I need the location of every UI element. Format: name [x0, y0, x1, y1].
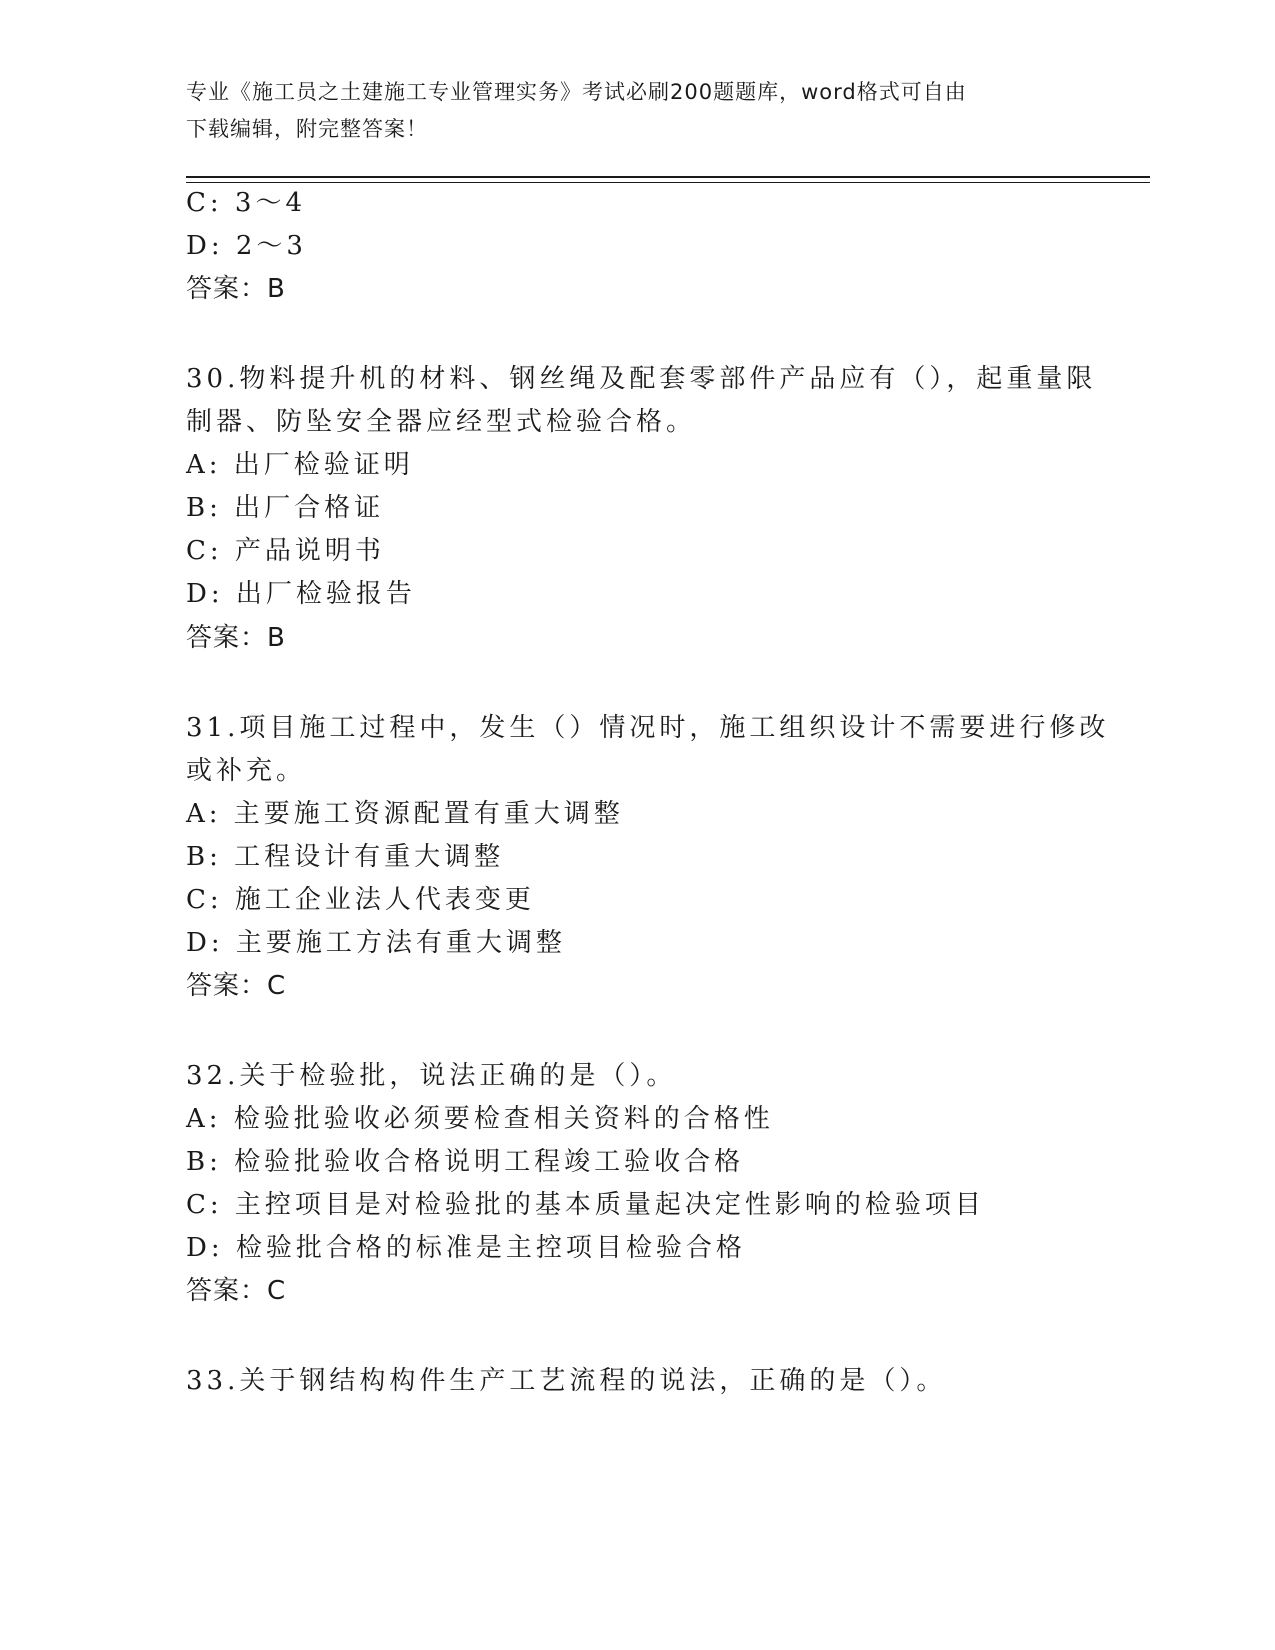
- q31-option-d: D: 主要施工方法有重大调整: [186, 928, 566, 958]
- q29-option-d: D: 2～3: [186, 231, 307, 261]
- q30-option-a: A: 出厂检验证明: [186, 450, 414, 480]
- q32-option-b: B: 检验批验收合格说明工程竣工验收合格: [186, 1147, 745, 1177]
- header-divider-thin: [186, 182, 1150, 183]
- q31-option-c: C: 施工企业法人代表变更: [186, 885, 535, 915]
- q31-stem-line-1: 31.项目施工过程中，发生（）情况时，施工组织设计不需要进行修改: [186, 713, 1110, 743]
- q32-option-c: C: 主控项目是对检验批的基本质量起决定性影响的检验项目: [186, 1190, 985, 1220]
- header-line-1: 专业《施工员之土建施工专业管理实务》考试必刷200题题库，word格式可自由: [186, 80, 967, 104]
- header-line-2: 下载编辑，附完整答案！: [186, 117, 428, 141]
- header-divider: [186, 176, 1150, 178]
- q32-stem-line-1: 32.关于检验批，说法正确的是（）。: [186, 1061, 677, 1091]
- document-header: [186, 74, 1076, 148]
- q30-option-c: C: 产品说明书: [186, 536, 385, 566]
- q30-option-d: D: 出厂检验报告: [186, 579, 416, 609]
- q31-stem-line-2: 或补充。: [186, 756, 307, 786]
- q31-option-a: A: 主要施工资源配置有重大调整: [186, 799, 624, 829]
- q30-stem-line-1: 30.物料提升机的材料、钢丝绳及配套零部件产品应有（），起重量限: [186, 364, 1097, 394]
- q30-option-b: B: 出厂合格证: [186, 493, 385, 523]
- q30-stem-line-2: 制器、防坠安全器应经型式检验合格。: [186, 407, 697, 437]
- q30-answer: 答案：B: [186, 623, 286, 653]
- q32-answer: 答案：C: [186, 1276, 287, 1306]
- q31-option-b: B: 工程设计有重大调整: [186, 842, 505, 872]
- q31-answer: 答案：C: [186, 971, 287, 1001]
- q29-answer: 答案：B: [186, 274, 286, 304]
- q32-option-a: A: 检验批验收必须要检查相关资料的合格性: [186, 1104, 774, 1134]
- q32-option-d: D: 检验批合格的标准是主控项目检验合格: [186, 1233, 746, 1263]
- q33-stem-line-1: 33.关于钢结构构件生产工艺流程的说法，正确的是（）。: [186, 1366, 947, 1396]
- q29-option-c: C: 3～4: [186, 188, 307, 218]
